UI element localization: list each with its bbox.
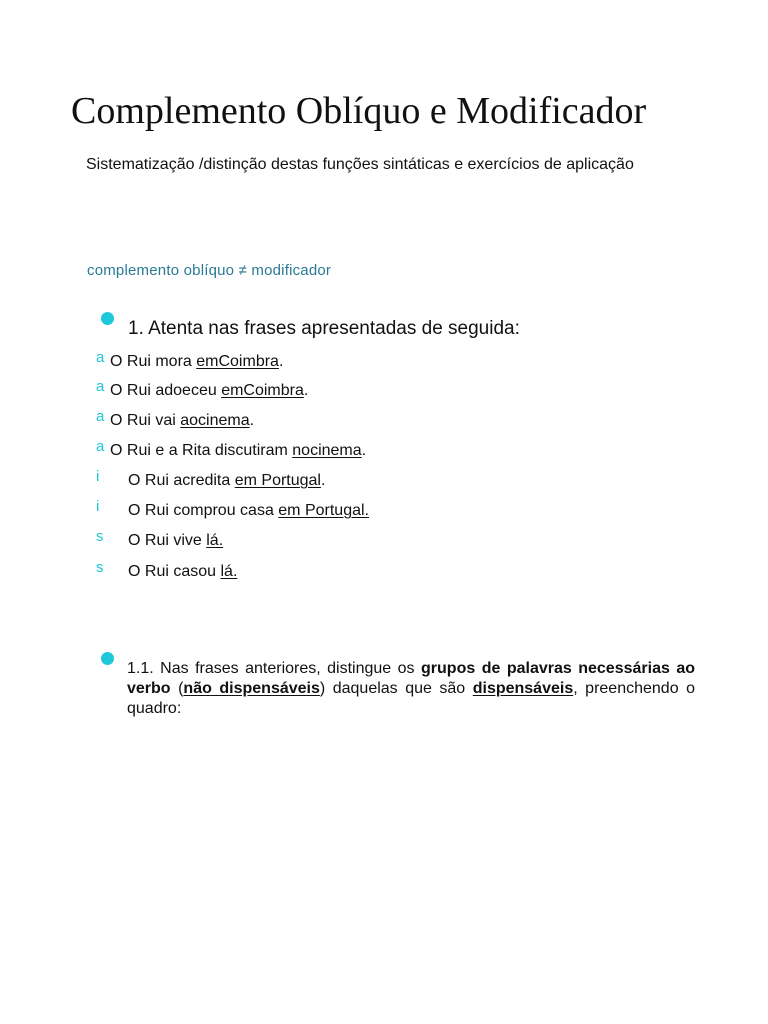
underlined-phrase: nocinema <box>292 442 362 459</box>
underlined-phrase: emCoimbra <box>196 353 279 370</box>
page-title: Complemento Oblíquo e Modificador <box>71 90 647 132</box>
sentence-marker: s <box>96 559 104 576</box>
sentence-text: O Rui vai aocinema. <box>110 412 255 429</box>
underlined-phrase: aocinema <box>180 412 250 429</box>
underlined-phrase: em Portugal. <box>278 502 369 519</box>
question-1: 1. Atenta nas frases apresentadas de seguida: <box>128 318 520 339</box>
underlined-phrase: em Portugal <box>234 472 321 489</box>
sentence-text: O Rui adoeceu emCoimbra. <box>110 382 309 399</box>
bullet-dot-icon <box>101 652 114 665</box>
sentence-marker: a <box>96 408 105 425</box>
underlined-phrase: lá. <box>220 563 238 580</box>
sentence-text: O Rui comprou casa em Portugal. <box>128 502 369 519</box>
underlined-phrase: emCoimbra <box>221 382 304 399</box>
sentence-marker: a <box>96 378 105 395</box>
sentence-text: O Rui acredita em Portugal. <box>128 472 326 489</box>
sentence-marker: a <box>96 349 105 366</box>
bold-underlined-phrase: não dispensáveis <box>183 680 320 697</box>
question-1-1: 1.1. Nas frases anteriores, distingue os grupos de palavras necessárias ao verbo (não dispensáveis) daquelas que são dispensáveis, preenchendo o quadro: <box>127 660 696 717</box>
sentence-text: O Rui vive lá. <box>128 532 224 549</box>
topic-heading: complemento oblíquo ≠ modificador <box>87 262 332 279</box>
bold-phrase: grupos de palavras necessárias ao verbo <box>127 660 695 697</box>
sentence-marker: i <box>96 468 100 485</box>
sentence-text: O Rui casou lá. <box>128 563 238 580</box>
sentence-text: O Rui mora emCoimbra. <box>110 353 284 370</box>
sentence-text: O Rui e a Rita discutiram nocinema. <box>110 442 367 459</box>
sentence-marker: s <box>96 528 104 545</box>
page-subtitle: Sistematização /distinção destas funções sintáticas e exercícios de aplicação <box>86 156 634 173</box>
underlined-phrase: lá. <box>206 532 224 549</box>
bold-underlined-phrase: dispensáveis <box>472 680 574 697</box>
sentence-marker: a <box>96 438 105 455</box>
sentence-marker: i <box>96 498 100 515</box>
